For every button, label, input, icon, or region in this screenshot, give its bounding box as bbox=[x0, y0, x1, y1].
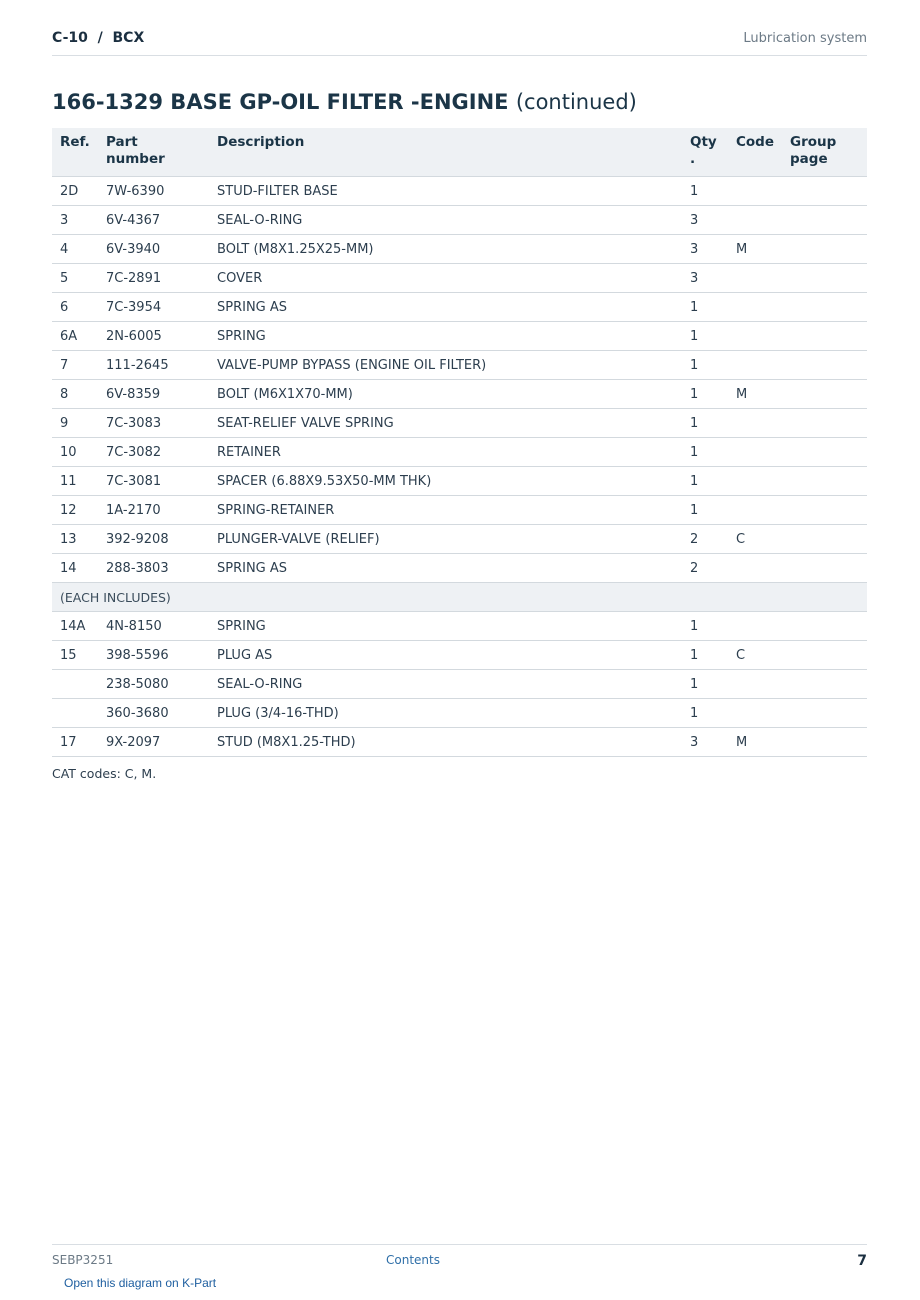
description-cell: SPRING bbox=[209, 322, 682, 351]
qty-cell: 1 bbox=[682, 293, 728, 322]
header-code: Code bbox=[728, 128, 782, 177]
ref-cell: 6 bbox=[52, 293, 98, 322]
description-cell: COVER bbox=[209, 264, 682, 293]
part-number-cell: 111-2645 bbox=[98, 351, 209, 380]
group-page-cell bbox=[782, 612, 867, 641]
part-number-cell: 6V-3940 bbox=[98, 235, 209, 264]
group-page-cell bbox=[782, 554, 867, 583]
ref-cell: 5 bbox=[52, 264, 98, 293]
qty-cell: 1 bbox=[682, 380, 728, 409]
description-cell: STUD-FILTER BASE bbox=[209, 177, 682, 206]
note-cell: (EACH INCLUDES) bbox=[52, 583, 867, 612]
header-ref: Ref. bbox=[52, 128, 98, 177]
description-cell: SPRING AS bbox=[209, 293, 682, 322]
part-number-cell: 7C-2891 bbox=[98, 264, 209, 293]
header-group-page: Group page bbox=[782, 128, 867, 177]
part-number-cell: 392-9208 bbox=[98, 525, 209, 554]
table-row bbox=[52, 438, 867, 467]
code-cell: M bbox=[728, 380, 782, 409]
parts-table bbox=[52, 128, 867, 757]
table-row bbox=[52, 177, 867, 206]
group-page-cell bbox=[782, 728, 867, 757]
ref-cell: 12 bbox=[52, 496, 98, 525]
part-number-cell: 360-3680 bbox=[98, 699, 209, 728]
code-cell bbox=[728, 699, 782, 728]
ref-cell: 11 bbox=[52, 467, 98, 496]
description-cell: PLUNGER-VALVE (RELIEF) bbox=[209, 525, 682, 554]
part-number-cell: 1A-2170 bbox=[98, 496, 209, 525]
group-page-cell bbox=[782, 380, 867, 409]
ref-cell: 14A bbox=[52, 612, 98, 641]
table-row bbox=[52, 235, 867, 264]
qty-cell: 1 bbox=[682, 351, 728, 380]
table-row bbox=[52, 641, 867, 670]
part-number-cell: 9X-2097 bbox=[98, 728, 209, 757]
table-note-row bbox=[52, 583, 867, 612]
ref-cell: 3 bbox=[52, 206, 98, 235]
part-number-cell: 6V-8359 bbox=[98, 380, 209, 409]
code-cell bbox=[728, 438, 782, 467]
group-page-cell bbox=[782, 496, 867, 525]
group-page-cell bbox=[782, 264, 867, 293]
qty-cell: 3 bbox=[682, 206, 728, 235]
ref-cell: 14 bbox=[52, 554, 98, 583]
qty-cell: 2 bbox=[682, 554, 728, 583]
ref-cell bbox=[52, 670, 98, 699]
header-qty bbox=[682, 128, 728, 177]
description-cell: SPRING-RETAINER bbox=[209, 496, 682, 525]
parts-table-body bbox=[52, 177, 867, 757]
ref-cell: 7 bbox=[52, 351, 98, 380]
part-number-cell: 7W-6390 bbox=[98, 177, 209, 206]
table-row bbox=[52, 264, 867, 293]
qty-cell: 2 bbox=[682, 525, 728, 554]
table-row bbox=[52, 293, 867, 322]
part-number-cell: 398-5596 bbox=[98, 641, 209, 670]
group-page-cell bbox=[782, 351, 867, 380]
ref-cell: 13 bbox=[52, 525, 98, 554]
ref-cell: 9 bbox=[52, 409, 98, 438]
header-qty-suffix: . bbox=[690, 151, 696, 167]
qty-cell: 1 bbox=[682, 496, 728, 525]
qty-cell: 1 bbox=[682, 177, 728, 206]
model-label: C-10 / BCX bbox=[52, 30, 145, 46]
qty-cell: 3 bbox=[682, 728, 728, 757]
table-row bbox=[52, 206, 867, 235]
code-cell bbox=[728, 409, 782, 438]
qty-cell: 1 bbox=[682, 699, 728, 728]
document-id: SEBP3251 bbox=[52, 1253, 114, 1267]
qty-cell: 1 bbox=[682, 670, 728, 699]
description-cell: SEAL-O-RING bbox=[209, 206, 682, 235]
description-cell: RETAINER bbox=[209, 438, 682, 467]
table-header-row bbox=[52, 128, 867, 177]
group-page-cell bbox=[782, 438, 867, 467]
group-page-cell bbox=[782, 177, 867, 206]
group-page-cell bbox=[782, 235, 867, 264]
group-page-cell bbox=[782, 670, 867, 699]
ref-cell: 15 bbox=[52, 641, 98, 670]
description-cell: SEAT-RELIEF VALVE SPRING bbox=[209, 409, 682, 438]
ref-cell: 10 bbox=[52, 438, 98, 467]
table-row bbox=[52, 728, 867, 757]
table-row bbox=[52, 670, 867, 699]
group-page-cell bbox=[782, 409, 867, 438]
description-cell: BOLT (M8X1.25X25-MM) bbox=[209, 235, 682, 264]
description-cell: PLUG AS bbox=[209, 641, 682, 670]
table-row bbox=[52, 612, 867, 641]
ref-cell: 6A bbox=[52, 322, 98, 351]
code-cell bbox=[728, 322, 782, 351]
ref-cell: 4 bbox=[52, 235, 98, 264]
code-cell bbox=[728, 293, 782, 322]
table-row bbox=[52, 351, 867, 380]
ref-cell: 8 bbox=[52, 380, 98, 409]
group-page-cell bbox=[782, 699, 867, 728]
table-row bbox=[52, 409, 867, 438]
qty-cell: 1 bbox=[682, 641, 728, 670]
qty-cell: 1 bbox=[682, 438, 728, 467]
code-cell: M bbox=[728, 235, 782, 264]
table-row bbox=[52, 496, 867, 525]
code-cell bbox=[728, 264, 782, 293]
description-cell: SPRING bbox=[209, 612, 682, 641]
contents-link[interactable]: Contents bbox=[386, 1253, 440, 1267]
group-page-cell bbox=[782, 206, 867, 235]
description-cell: BOLT (M6X1X70-MM) bbox=[209, 380, 682, 409]
header-description: Description bbox=[209, 128, 682, 177]
code-cell bbox=[728, 206, 782, 235]
part-number-cell: 4N-8150 bbox=[98, 612, 209, 641]
part-number-cell: 7C-3081 bbox=[98, 467, 209, 496]
table-row bbox=[52, 467, 867, 496]
header-part-number: Part number bbox=[98, 128, 209, 177]
title-suffix: (continued) bbox=[515, 90, 637, 114]
table-row bbox=[52, 699, 867, 728]
group-page-cell bbox=[782, 293, 867, 322]
group-page-cell bbox=[782, 641, 867, 670]
group-page-cell bbox=[782, 467, 867, 496]
page-footer bbox=[52, 1244, 867, 1273]
code-cell bbox=[728, 670, 782, 699]
qty-cell: 1 bbox=[682, 467, 728, 496]
description-cell: STUD (M8X1.25-THD) bbox=[209, 728, 682, 757]
qty-cell: 1 bbox=[682, 322, 728, 351]
part-number-cell: 7C-3083 bbox=[98, 409, 209, 438]
part-number-cell: 2N-6005 bbox=[98, 322, 209, 351]
qty-cell: 1 bbox=[682, 612, 728, 641]
section-label: Lubrication system bbox=[743, 31, 867, 46]
ref-cell bbox=[52, 699, 98, 728]
code-cell: C bbox=[728, 525, 782, 554]
header-qty-label: Qty bbox=[690, 134, 717, 150]
page-number: 7 bbox=[857, 1253, 867, 1269]
code-cell: C bbox=[728, 641, 782, 670]
group-page-cell bbox=[782, 322, 867, 351]
part-number-cell: 238-5080 bbox=[98, 670, 209, 699]
qty-cell: 3 bbox=[682, 235, 728, 264]
qty-cell: 1 bbox=[682, 409, 728, 438]
description-cell: VALVE-PUMP BYPASS (ENGINE OIL FILTER) bbox=[209, 351, 682, 380]
cat-codes-note: CAT codes: C, M. bbox=[52, 766, 157, 781]
code-cell bbox=[728, 467, 782, 496]
ref-cell: 17 bbox=[52, 728, 98, 757]
table-row bbox=[52, 554, 867, 583]
page-header bbox=[52, 28, 867, 56]
group-page-cell bbox=[782, 525, 867, 554]
part-number-cell: 6V-4367 bbox=[98, 206, 209, 235]
table-row bbox=[52, 525, 867, 554]
code-cell: M bbox=[728, 728, 782, 757]
code-cell bbox=[728, 177, 782, 206]
description-cell: SPRING AS bbox=[209, 554, 682, 583]
part-number-cell: 7C-3082 bbox=[98, 438, 209, 467]
table-row bbox=[52, 380, 867, 409]
kpart-link[interactable]: Open this diagram on K-Part bbox=[64, 1276, 217, 1290]
description-cell: SEAL-O-RING bbox=[209, 670, 682, 699]
description-cell: SPACER (6.88X9.53X50-MM THK) bbox=[209, 467, 682, 496]
description-cell: PLUG (3/4-16-THD) bbox=[209, 699, 682, 728]
ref-cell: 2D bbox=[52, 177, 98, 206]
code-cell bbox=[728, 612, 782, 641]
table-row bbox=[52, 322, 867, 351]
page-title bbox=[52, 90, 637, 114]
qty-cell: 3 bbox=[682, 264, 728, 293]
part-number-cell: 7C-3954 bbox=[98, 293, 209, 322]
code-cell bbox=[728, 554, 782, 583]
code-cell bbox=[728, 496, 782, 525]
part-number-cell: 288-3803 bbox=[98, 554, 209, 583]
title-main: 166-1329 BASE GP-OIL FILTER -ENGINE bbox=[52, 90, 509, 114]
code-cell bbox=[728, 351, 782, 380]
